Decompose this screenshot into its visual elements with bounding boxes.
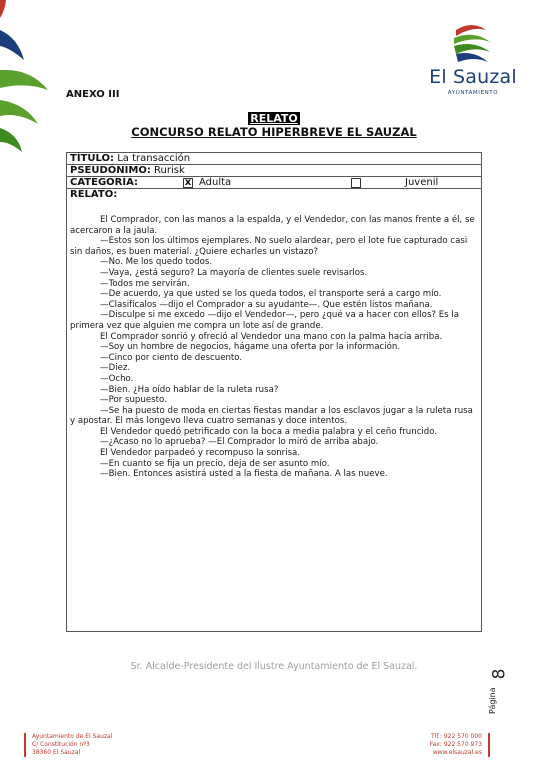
story-paragraph: —Todos me servirán. xyxy=(100,278,190,289)
title-value: La transacción xyxy=(117,153,191,164)
title-label: TÍTULO: xyxy=(70,153,114,164)
story-paragraph: —Ocho. xyxy=(100,373,134,384)
story-row xyxy=(67,189,481,201)
adulta-option-label: Adulta xyxy=(199,177,232,188)
category-row xyxy=(67,177,481,189)
story-paragraph: —Soy un hombre de negocios, hágame una oferta por la información. xyxy=(100,342,401,353)
anexo-label: ANEXO III xyxy=(66,89,120,100)
logo-name: El Sauzal xyxy=(429,66,517,88)
category-label: CATEGORÍA: xyxy=(70,177,139,188)
contact-phone: Tlf.: 922 570 000 xyxy=(430,733,482,740)
relato-heading-text: RELATO xyxy=(250,112,298,125)
story-paragraph: El Vendedor quedó petrificado con la boca a media palabra y el ceño fruncido. xyxy=(100,426,438,437)
page-number: 8 xyxy=(489,668,510,680)
story-paragraph: —Por supuesto. xyxy=(100,395,167,406)
ayuntamiento-logo xyxy=(428,18,518,100)
story-paragraph: —No. Me los quedo todos. xyxy=(100,257,213,268)
story-paragraph: —Disculpe si me excedo —dijo el Vendedor—, pero ¿qué va a hacer con ellos? Es la primera vez que alguien me compra un lote así de grande. xyxy=(70,310,460,331)
sauzal-emblem-icon xyxy=(452,22,492,66)
story-paragraph: —Estos son los últimos ejemplares. No suelo alardear, pero el lote fue capturado casi sin daños, es buen material. ¿Quiere echarles un vistazo? xyxy=(70,236,468,257)
address-line: C/ Constitución nº3 xyxy=(32,741,90,748)
story-paragraph: —Bien. ¿Ha oído hablar de la ruleta rusa? xyxy=(100,384,279,395)
footer-address xyxy=(24,733,144,757)
address-line: Ayuntamiento de El Sauzal xyxy=(32,733,113,740)
story-paragraph: —Vaya, ¿está seguro? La mayoría de clientes suele revisarlos. xyxy=(100,267,368,278)
contact-fax: Fax: 922 570 973 xyxy=(429,741,482,748)
story-paragraph: —Cinco por ciento de descuento. xyxy=(100,352,243,363)
story-paragraph: El Comprador sonrió y ofreció al Vendedor una mano con la palma hacia arriba. xyxy=(100,331,443,342)
story-paragraph: —Clasifícalos —dijo el Comprador a su ayudante—. Que estén listos mañana. xyxy=(100,299,433,310)
story-paragraph: El Comprador, con las manos a la espalda, y el Vendedor, con las manos frente a él, se acercaron a la jaula. xyxy=(70,215,475,236)
pseudonym-label: PSEUDÓNIMO: xyxy=(70,165,151,176)
story-paragraph: —Se ha puesto de moda en ciertas fiestas mandar a los esclavos jugar a la ruleta rusa y apostar. El más longevo lleva cuatro semanas y doce intentos. xyxy=(70,405,473,427)
address-line: 38360 El Sauzal xyxy=(32,749,81,756)
story-paragraph: —Diez. xyxy=(100,363,131,374)
footer-contact xyxy=(398,733,490,757)
relato-heading xyxy=(66,112,482,125)
contact-website[interactable]: www.elsauzal.es xyxy=(432,749,482,756)
story-paragraph: El Vendedor parpadeó y recompuso la sonrisa. xyxy=(100,448,301,459)
story-paragraph: —Bien. Entonces asistirá usted a la fiesta de mañana. A las nueve. xyxy=(100,469,388,480)
title-row xyxy=(67,153,481,165)
adulta-checkbox[interactable]: x xyxy=(184,177,192,188)
submission-form xyxy=(66,152,482,632)
story-label: RELATO: xyxy=(70,189,118,200)
page-label: Página xyxy=(488,687,497,714)
story-paragraph: —De acuerdo, ya que usted se los queda todos, el transporte será a cargo mío. xyxy=(100,289,442,300)
story-paragraph: —En cuanto se fija un precio, deja de ser asunto mío. xyxy=(100,458,330,469)
juvenil-option-label: Juvenil xyxy=(405,177,439,188)
recipient-line: Sr. Alcalde-Presidente del Ilustre Ayuntamiento de El Sauzal. xyxy=(130,661,418,672)
pseudonym-value: Rurisk xyxy=(154,165,185,176)
decorative-side-graphic xyxy=(0,0,60,180)
contest-title: CONCURSO RELATO HIPERBREVE EL SAUZAL xyxy=(131,125,417,139)
story-paragraph: —¿Acaso no lo aprueba? —El Comprador lo miró de arriba abajo. xyxy=(100,437,379,448)
pseudonym-row xyxy=(67,165,481,177)
logo-subtitle: AYUNTAMIENTO xyxy=(447,90,499,96)
juvenil-checkbox[interactable] xyxy=(351,178,361,188)
story-text xyxy=(70,215,478,480)
